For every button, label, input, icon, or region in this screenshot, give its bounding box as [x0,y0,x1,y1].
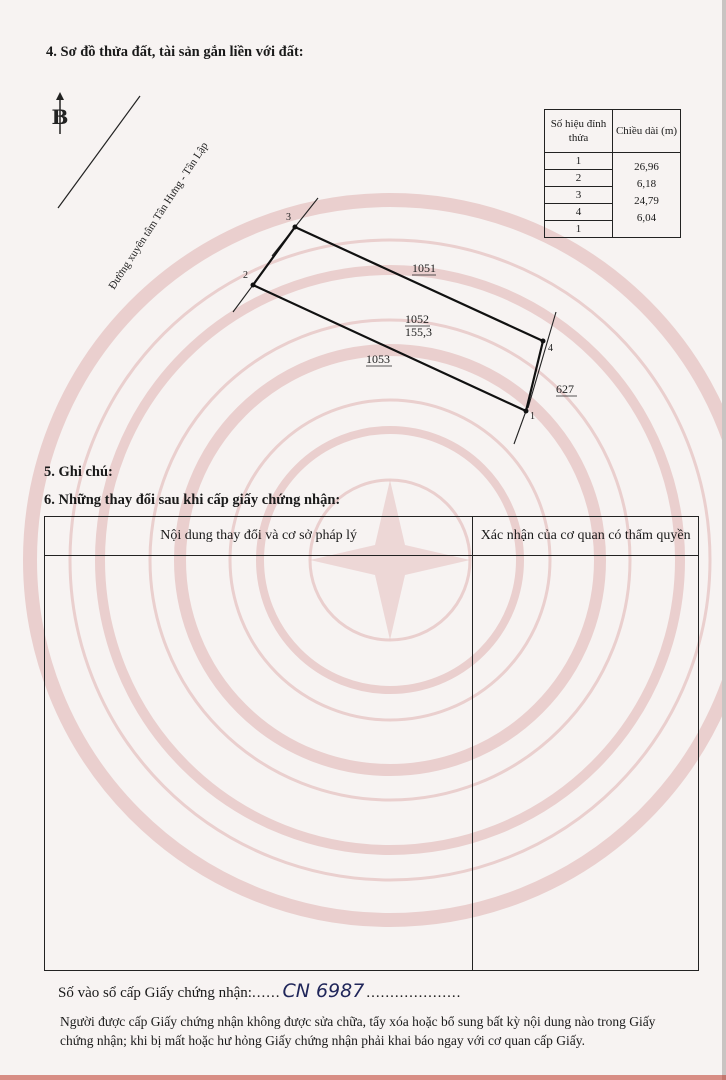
changes-table [44,516,699,971]
road-label: Đường xuyên tâm Tân Hưng - Tân Lập [106,140,211,292]
vertex-3-label: 3 [286,212,291,223]
section-5-title: 5. Ghi chú: [44,464,113,480]
vertex-number: 3 [545,187,613,204]
edge-table-header-length: Chiều dài (m) [613,110,681,153]
north-symbol: B [51,105,69,129]
changes-header-content: Nội dung thay đổi và cơ sở pháp lý [45,517,473,556]
edge-length: 6,18 [636,178,657,190]
section-4-title: 4. Sơ đồ thửa đất, tài sản gắn liền với đất: [46,44,304,60]
edge-length: 6,04 [636,212,657,224]
section-6-title: 6. Những thay đổi sau khi cấp giấy chứng nhận: [44,492,341,508]
changes-header-confirmation: Xác nhận của cơ quan có thẩm quyền [473,517,699,556]
vertex-number: 2 [545,170,613,187]
vertex-number: 1 [545,153,613,170]
vertex-2-label: 2 [243,270,248,281]
road-line [58,96,140,208]
edge-table-header-vertex: Số hiệu đỉnh thửa [545,110,613,153]
certificate-register-line: Số vào sổ cấp Giấy chứng nhận:...... CN 6987 .................... [58,980,462,1002]
vertex-1-label: 1 [530,411,535,422]
length-column [613,153,681,238]
vertex-4-label: 4 [548,343,553,354]
north-arrow-icon [52,92,69,134]
neighbor-parcel-bottom: 1053 [366,352,390,366]
parcel-boundary [253,227,543,411]
neighbor-parcel-right: 627 [556,382,574,396]
vertex-number: 4 [545,204,613,221]
changes-confirmation-cell [473,556,699,971]
changes-content-cell [45,556,473,971]
vertex-number: 1 [545,221,613,238]
parcel-area: 155,3 [405,325,432,339]
edge-length: 24,79 [634,195,659,207]
register-label: Số vào sổ cấp Giấy chứng nhận: [58,985,252,1001]
edge-length-table [544,109,681,238]
edge-length: 26,96 [634,161,659,173]
legal-notice: Người được cấp Giấy chứng nhận không được sửa chữa, tẩy xóa hoặc bổ sung bất kỳ nội dung nào trong Giấy chứng nhận; khi bị mất hoặc hư hỏng Giấy chứng nhận phải khai báo ngay với cơ quan cấp Giấy. [60,1014,656,1048]
neighbor-parcel-top: 1051 [412,261,436,275]
parcel-number: 1052 [405,312,429,326]
register-number-handwritten: CN 6987 [282,980,365,1002]
